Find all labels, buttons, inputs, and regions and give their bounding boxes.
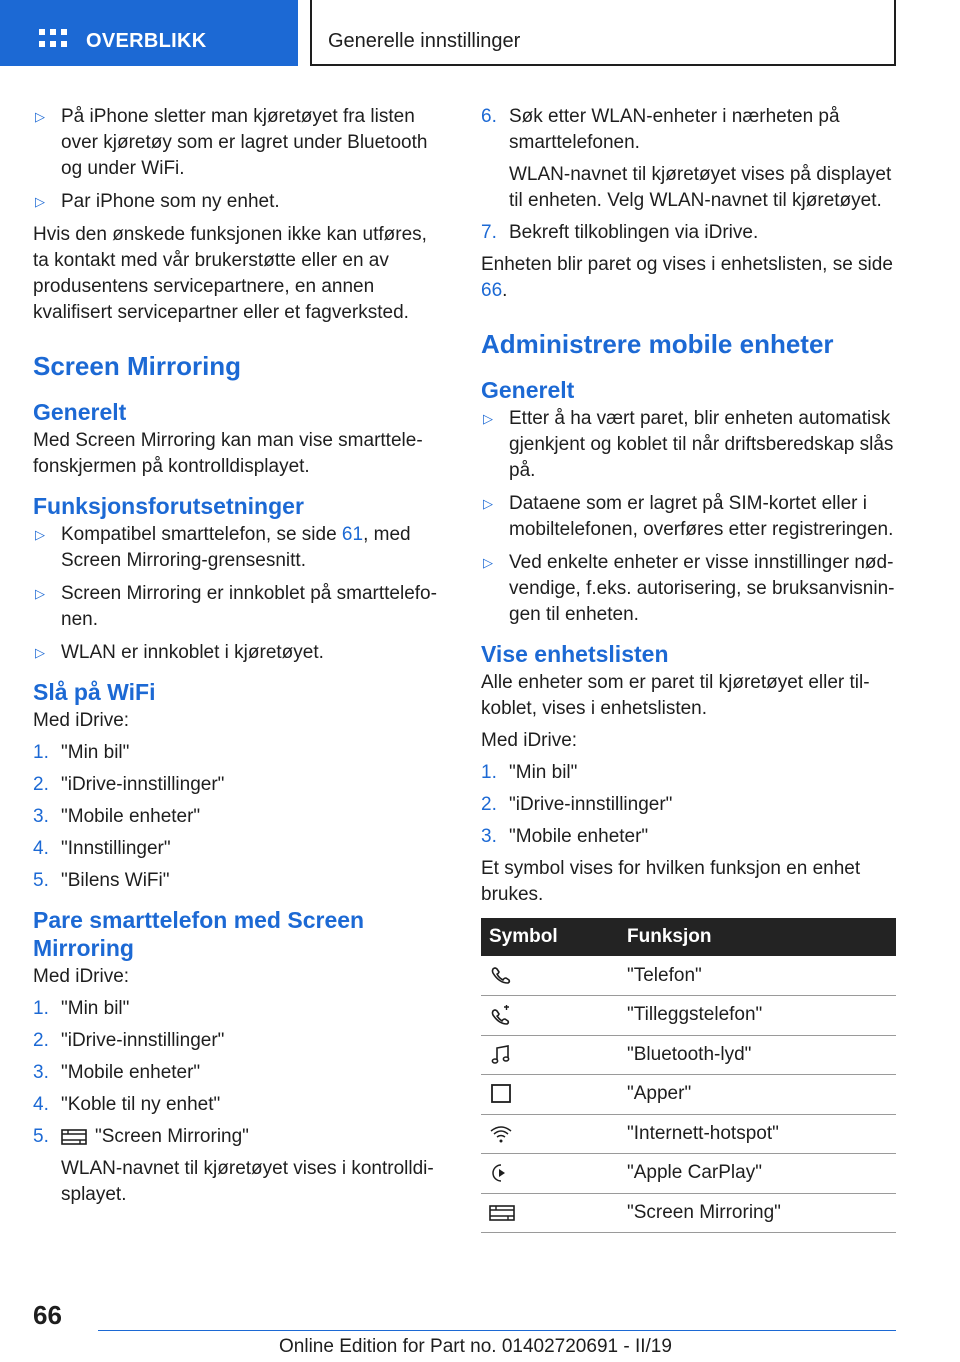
table-cell: "Internett-hotspot" <box>619 1114 896 1154</box>
table-row <box>481 1193 896 1233</box>
list-item: ▷ Ved enkelte enheter er visse innstillinger nødvendige, f.eks. autorisering, se bruksanvisningen til enheten. <box>483 552 895 625</box>
page-number: 66 <box>33 1300 62 1330</box>
table-row <box>481 1154 896 1194</box>
table-cell: "Bluetooth-lyd" <box>619 1035 896 1075</box>
heading-vise-enhetslisten: Vise enhetslisten <box>481 641 669 667</box>
list-item: ▷ Dataene som er lagret på SIM-kortet eller i mobiltelefonen, overføres etter registreringen. <box>483 493 894 540</box>
wifi-hotspot-icon <box>489 1123 515 1145</box>
numbered-step: 1. "Min bil" <box>33 742 130 763</box>
list-item: ▷ Par iPhone som ny enhet. <box>33 189 447 215</box>
paragraph: Enheten blir paret og vises i enhetslisten, se side 66. <box>481 254 893 301</box>
numbered-step: 1. "Min bil" <box>33 998 130 1019</box>
column-header-function: Funksjon <box>619 918 896 956</box>
list-item: ▷ Etter å ha vært paret, blir enheten automatisk gjenkjent og koblet til når driftsberedskap slås på. <box>483 408 894 481</box>
paragraph: Med iDrive: <box>481 730 578 751</box>
paragraph: Med Screen Mirroring kan man vise smarttelefonskjermen på kontrolldisplayet. <box>33 430 423 477</box>
numbered-step: 5. "Screen Mirroring" <box>33 1126 249 1147</box>
page-link-66[interactable]: 66 <box>481 280 503 301</box>
list-item: ▷ Screen Mirroring er innkoblet på smarttelefonen. <box>35 583 437 630</box>
list-item: ▷ På iPhone sletter man kjøretøyet fra listen over kjøretøy som er lagret under Bluetooth og under WiFi. <box>35 106 428 179</box>
paragraph: Hvis den ønskede funksjonen ikke kan utføres, ta kontakt med vår brukerstøtte eller en av produsentens servicepartnere, en annen kvalifisert servicepartner eller et fagverksted. <box>33 224 427 323</box>
numbered-step: 6. Søk etter WLAN-enheter i nærheten på smarttelefonen. <box>481 106 840 153</box>
numbered-step: 3. "Mobile enheter" <box>33 806 201 827</box>
table-row <box>481 1035 896 1075</box>
paragraph: Et symbol vises for hvilken funksjon en enhet brukes. <box>481 858 861 905</box>
footer-divider <box>98 1330 896 1331</box>
section-header <box>310 0 896 66</box>
heading-generelt-right: Generelt <box>481 377 575 403</box>
table-cell: "Screen Mirroring" <box>619 1193 896 1233</box>
additional-phone-icon <box>489 1004 515 1026</box>
triangle-bullet-icon: ▷ <box>35 586 45 601</box>
triangle-bullet-icon: ▷ <box>35 194 45 209</box>
paragraph: Med iDrive: <box>33 966 130 987</box>
triangle-bullet-icon: ▷ <box>483 496 493 511</box>
numbered-step: 5. "Bilens WiFi" <box>33 870 170 891</box>
triangle-bullet-icon: ▷ <box>483 411 493 426</box>
table-cell: "Tilleggstelefon" <box>619 996 896 1036</box>
music-note-icon <box>489 1044 515 1066</box>
heading-wifi: Slå på WiFi <box>33 679 156 705</box>
heading-administrere: Administrere mobile enheter <box>481 329 834 359</box>
page-link-61[interactable]: 61 <box>341 524 364 545</box>
numbered-step: 2. "iDrive-innstillinger" <box>33 1030 225 1051</box>
numbered-step: 3. "Mobile enheter" <box>33 1062 201 1083</box>
step-note: WLAN-navnet til kjøretøyet vises i kontrolldisplayet. <box>61 1158 434 1205</box>
table-row <box>481 996 896 1036</box>
heading-screen-mirroring: Screen Mirroring <box>33 351 242 381</box>
paragraph: Alle enheter som er paret til kjøretøyet eller tilkoblet, vises i enhetslisten. <box>481 672 870 719</box>
numbered-step: 2. "iDrive-innstillinger" <box>481 794 673 815</box>
list-item: ▷ WLAN er innkoblet i kjøretøyet. <box>33 640 447 666</box>
heading-generelt: Generelt <box>33 399 127 425</box>
left-column <box>33 104 447 1214</box>
heading-pare-smarttelefon: Pare smarttelefon med Screen Mirroring <box>33 907 365 961</box>
overview-tab[interactable] <box>0 0 298 66</box>
table-cell: "Apper" <box>619 1075 896 1115</box>
numbered-step: 2. "iDrive-innstillinger" <box>33 774 225 795</box>
carplay-icon <box>489 1162 515 1184</box>
list-item: ▷ Kompatibel smarttelefon, se side 61, med Screen Mirroring-grensesnitt. <box>35 524 411 571</box>
phone-icon <box>489 964 515 986</box>
table-row <box>481 1114 896 1154</box>
right-column <box>481 104 896 1233</box>
section-title: Generelle innstillinger <box>328 30 521 52</box>
screen-mirroring-icon <box>61 1126 87 1148</box>
table-row <box>481 1075 896 1115</box>
triangle-bullet-icon: ▷ <box>35 645 45 660</box>
numbered-step: 4. "Koble til ny enhet" <box>33 1094 221 1115</box>
table-cell: "Apple CarPlay" <box>619 1154 896 1194</box>
numbered-step: 7. Bekreft tilkoblingen via iDrive. <box>481 222 759 243</box>
paragraph: Med iDrive: <box>33 710 130 731</box>
overview-tab-label: OVERBLIKK <box>86 30 207 52</box>
step-note: WLAN-navnet til kjøretøyet vises på displayet til enheten. Velg WLAN-navnet til kjøretøyet. <box>509 164 892 211</box>
apps-square-icon <box>489 1083 515 1105</box>
screen-mirroring-icon <box>489 1202 515 1224</box>
numbered-step: 1. "Min bil" <box>481 762 578 783</box>
column-header-symbol: Symbol <box>481 918 619 956</box>
triangle-bullet-icon: ▷ <box>35 109 45 124</box>
triangle-bullet-icon: ▷ <box>35 527 45 542</box>
numbered-step: 3. "Mobile enheter" <box>481 826 649 847</box>
table-header-row <box>481 918 896 956</box>
footer-edition: Online Edition for Part no. 01402720691 - II/19 <box>279 1336 672 1357</box>
table-row <box>481 956 896 996</box>
symbol-table <box>481 918 896 1233</box>
grid-menu-icon <box>39 29 67 53</box>
numbered-step: 4. "Innstillinger" <box>33 838 171 859</box>
heading-funksjonsforutsetninger: Funksjonsforutsetninger <box>33 493 304 519</box>
triangle-bullet-icon: ▷ <box>483 555 493 570</box>
table-cell: "Telefon" <box>619 956 896 996</box>
